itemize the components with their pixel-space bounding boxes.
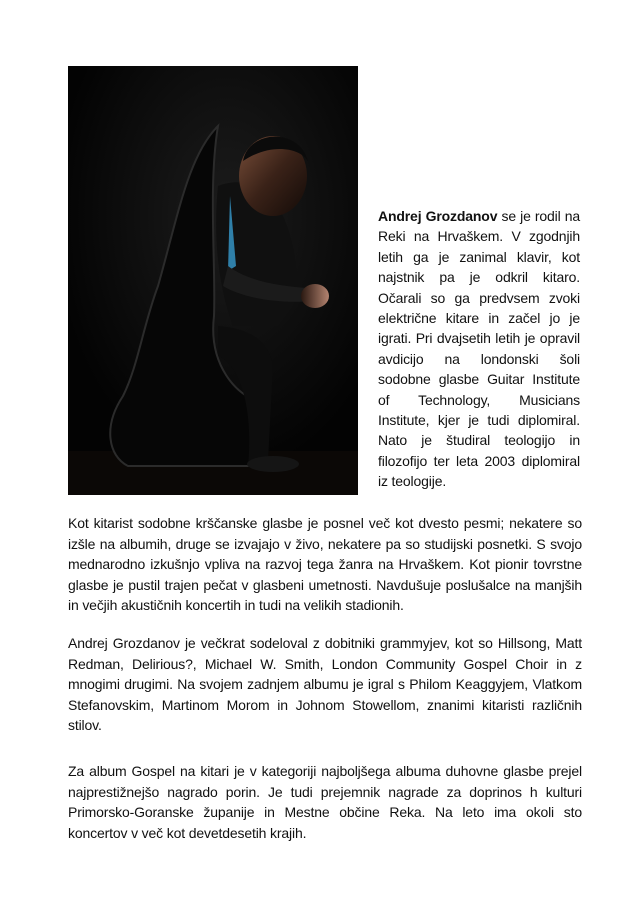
career-paragraph: Kot kitarist sodobne krščanske glasbe je posnel več kot dvesto pesmi; nekatere so izšle na albumih, druge se izvajajo v živo, nekatere pa so studijski posnetki. S svojo mednarodno izkušnjo vpliva na razvoj tega žanra na Hrvaškem. Kot pionir tovrstne glasbe je pustil trajen pečat v glasbeni umetnosti. Navdušuje poslušalce na manjših in večjih akustičnih koncertih in tudi na velikih stadionih.: [68, 515, 582, 614]
collaborations-paragraph: Andrej Grozdanov je večkrat sodeloval z dobitniki grammyjev, kot so Hillsong, Matt Redman, Delirious?, Michael W. Smith, London Community Gospel Choir in z mnogimi drugimi. Na svojem zadnjem albumu je igral s Philom Keaggyjem, Vlatkom Stefanovskim, Martinom Morom in Johnom Stowellom, znanimi kitaristi različnih stilov.: [68, 635, 582, 734]
portrait-illustration: [68, 66, 358, 495]
intro-paragraph: [378, 206, 580, 492]
awards-paragraph: Za album Gospel na kitari je v kategoriji najboljšega albuma duhovne glasbe prejel najprestižnejšo nagrado porin. Je tudi prejemnik nagrade za doprinos h kulturi Primorsko-Goranske županije in Mestne občine Reka. Na leto ima okoli sto koncertov v več kot devetdesetih krajih.: [68, 763, 582, 841]
portrait-photo: [68, 66, 358, 495]
artist-name: Andrej Grozdanov: [378, 208, 498, 224]
intro-text: se je rodil na Reki na Hrvaškem. V zgodnjih letih ga je zanimal klavir, kot najstnik pa je odkril kitaro. Očarali so ga predvsem zvoki električne kitare in začel jo je igrati. Pri dvajsetih letih je opravil avdicijo na londonski šoli sodobne glasbe Guitar Institute of Technology, Musicians Institute, kjer je tudi diplomiral. Nato je študiral teologijo in filozofijo ter leta 2003 diplomiral iz teologije.: [378, 208, 580, 490]
